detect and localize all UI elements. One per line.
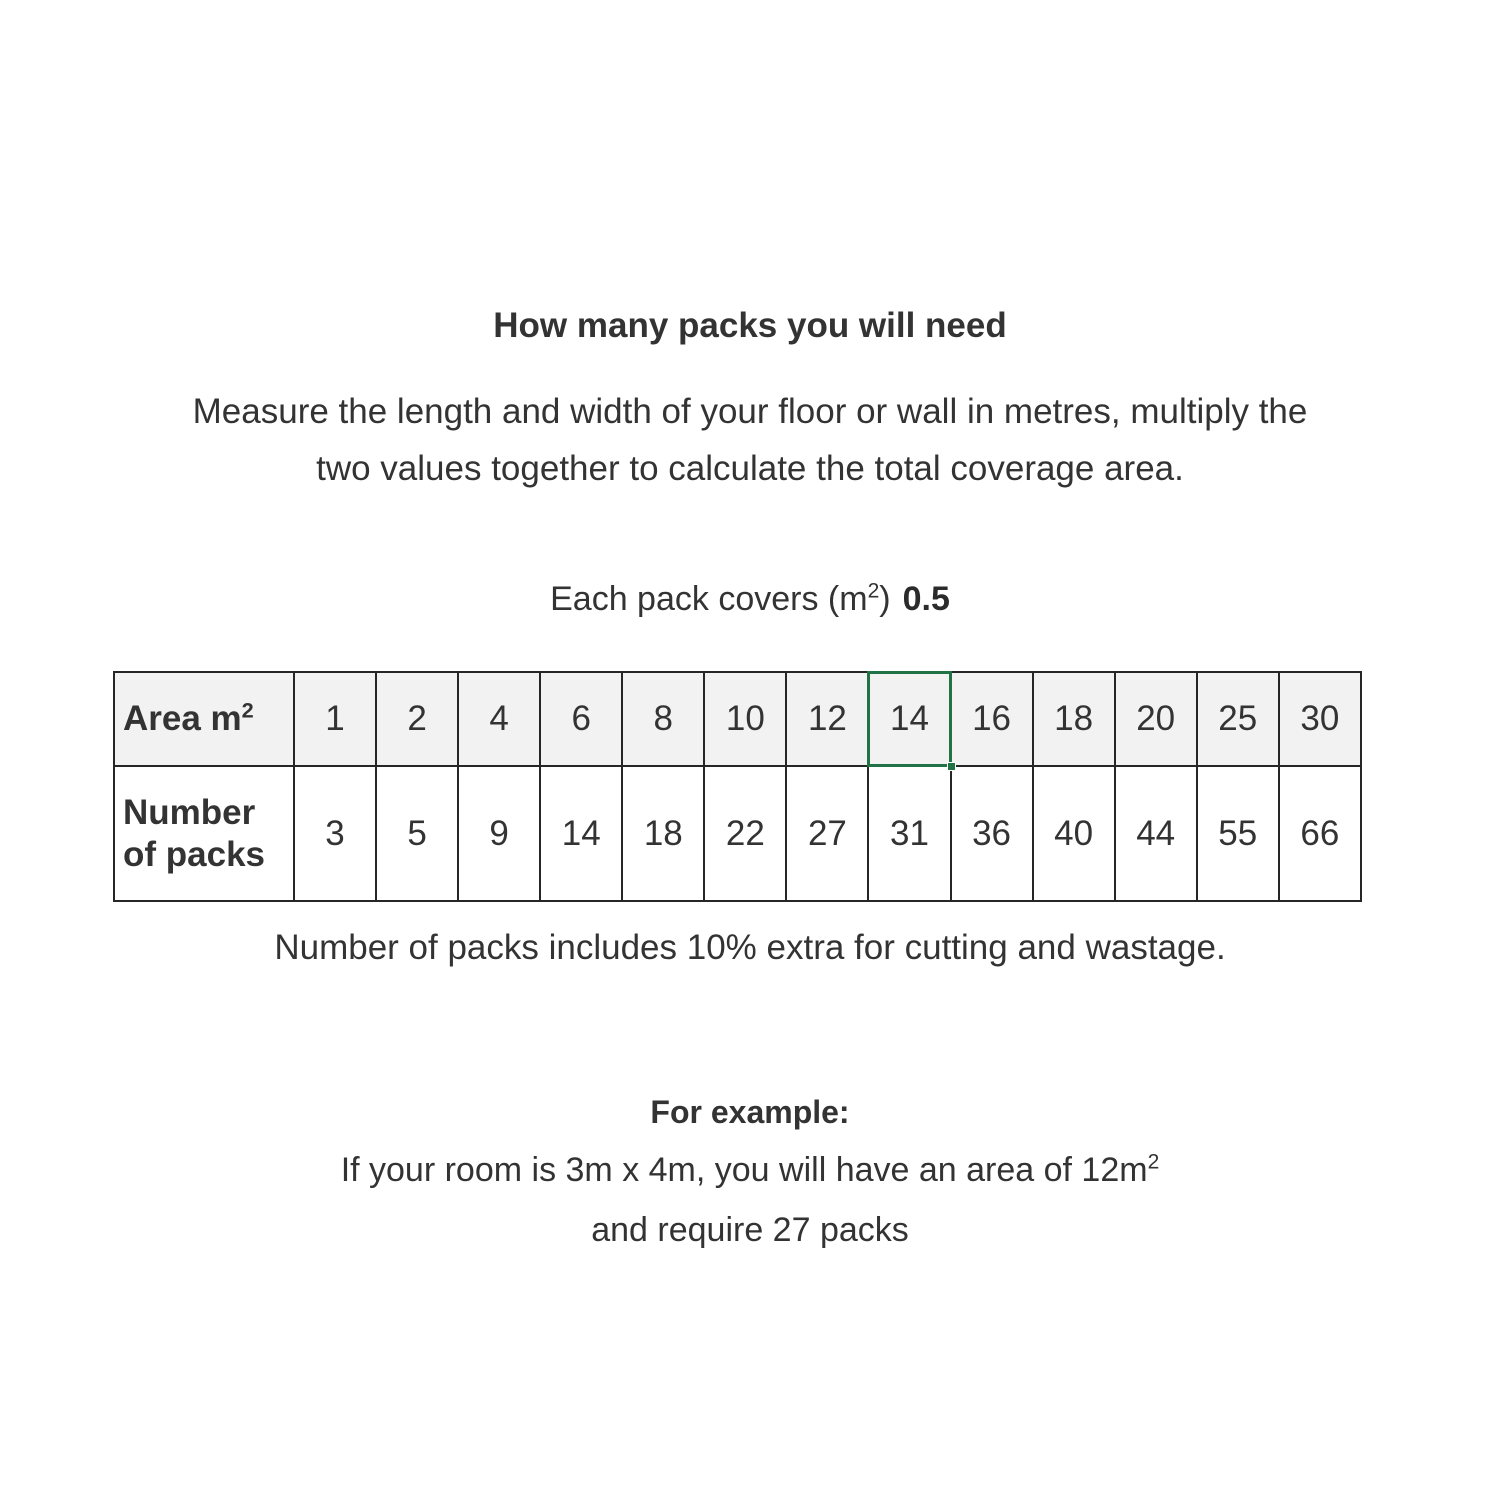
selection-fill-handle-icon[interactable] bbox=[947, 762, 956, 771]
intro-line-2: two values together to calculate the total coverage area. bbox=[316, 449, 1184, 488]
example-superscript: 2 bbox=[1147, 1150, 1160, 1174]
packs-row-header[interactable]: Number of packs bbox=[114, 766, 294, 901]
packs-cell[interactable]: 14 bbox=[540, 766, 622, 901]
packs-cell[interactable]: 22 bbox=[704, 766, 786, 901]
packs-cell[interactable]: 5 bbox=[376, 766, 458, 901]
packs-cell[interactable]: 55 bbox=[1197, 766, 1279, 901]
example-line-2: and require 27 packs bbox=[591, 1211, 909, 1249]
area-row bbox=[114, 672, 1361, 766]
packs-table bbox=[113, 671, 1362, 902]
packs-cell[interactable]: 36 bbox=[951, 766, 1033, 901]
packs-cell[interactable]: 9 bbox=[458, 766, 540, 901]
intro-paragraph bbox=[75, 383, 1425, 497]
area-cell[interactable]: 18 bbox=[1033, 672, 1115, 766]
packs-cell[interactable]: 66 bbox=[1279, 766, 1361, 901]
pack-coverage-label: Each pack covers $(m^2)$ bbox=[550, 579, 891, 618]
area-cell[interactable]: 6 bbox=[540, 672, 622, 766]
pack-coverage-value: 0.5 bbox=[902, 580, 950, 618]
area-cell[interactable]: 8 bbox=[622, 672, 704, 766]
area-cell[interactable]: 4 bbox=[458, 672, 540, 766]
example-line-1: If your room is 3m x 4m, you will have an area of $12m^2$ bbox=[340, 1150, 1160, 1189]
area-row-header[interactable]: Area $m^2$ bbox=[114, 672, 294, 766]
packs-cell[interactable]: 40 bbox=[1033, 766, 1115, 901]
packs-cell[interactable]: 18 bbox=[622, 766, 704, 901]
area-cell-selected[interactable]: 14 bbox=[868, 672, 950, 766]
area-cell[interactable]: 12 bbox=[786, 672, 868, 766]
packs-cell[interactable]: 3 bbox=[294, 766, 376, 901]
packs-cell[interactable]: 27 bbox=[786, 766, 868, 901]
area-cell[interactable]: 30 bbox=[1279, 672, 1361, 766]
area-cell[interactable]: 1 bbox=[294, 672, 376, 766]
page-title: How many packs you will need bbox=[493, 306, 1007, 345]
area-header-superscript: 2 bbox=[241, 697, 254, 723]
wastage-note: Number of packs includes 10% extra for cutting and wastage. bbox=[274, 928, 1226, 967]
area-cell[interactable]: 16 bbox=[951, 672, 1033, 766]
area-cell[interactable]: 20 bbox=[1115, 672, 1197, 766]
packs-cell[interactable]: 31 bbox=[868, 766, 950, 901]
intro-line-1: Measure the length and width of your floor or wall in metres, multiply the bbox=[192, 392, 1308, 431]
area-cell[interactable]: 2 bbox=[376, 672, 458, 766]
pack-coverage-line bbox=[0, 577, 1500, 621]
coverage-superscript: 2 bbox=[867, 579, 880, 603]
area-cell[interactable]: 10 bbox=[704, 672, 786, 766]
packs-row bbox=[114, 766, 1361, 901]
area-cell[interactable]: 25 bbox=[1197, 672, 1279, 766]
packs-cell[interactable]: 44 bbox=[1115, 766, 1197, 901]
example-heading: For example: bbox=[650, 1094, 850, 1130]
